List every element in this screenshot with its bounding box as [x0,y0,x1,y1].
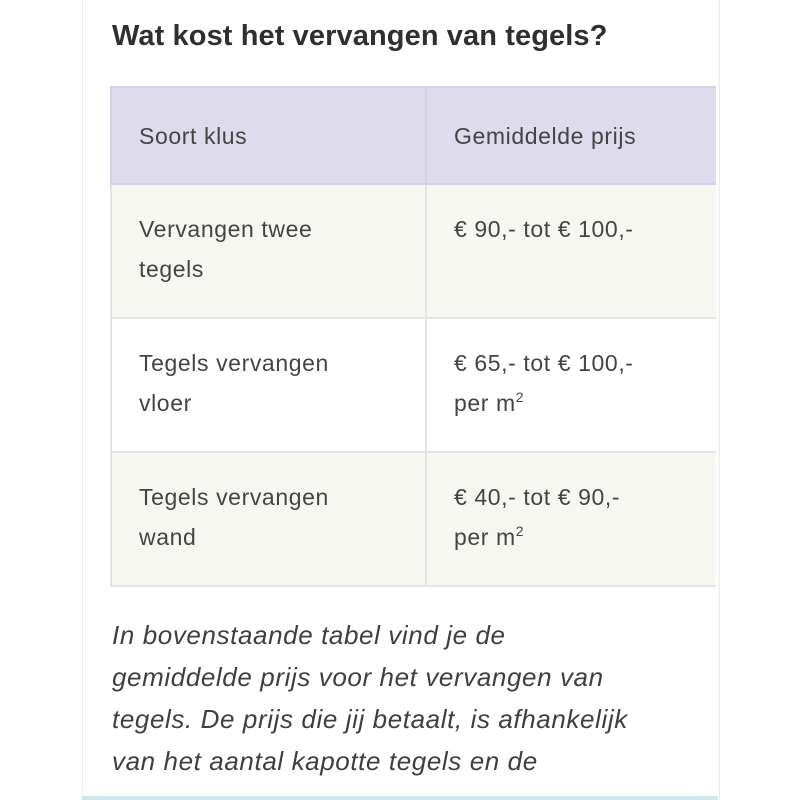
price-range-text: € 90,- tot € 100,- [454,216,634,242]
price-cell [426,452,716,586]
price-unit-text: per m [454,524,516,550]
paragraph-line: gemiddelde prijs voor het vervangen van [112,662,604,692]
bottom-divider [82,796,718,800]
column-header-average-price: Gemiddelde prijs [426,87,716,184]
price-range-text: € 65,- tot € 100,- [454,350,634,376]
job-type-text: wand [139,524,197,550]
job-type-cell [111,184,426,318]
paragraph-line: In bovenstaande tabel vind je de [112,620,506,650]
job-type-text: tegels [139,256,204,282]
price-cell [426,318,716,452]
price-unit-text: per m [454,390,516,416]
intro-paragraph-container [82,600,718,800]
section-heading: Wat kost het vervangen van tegels? [112,20,608,52]
table-row [111,184,716,318]
unit-exponent: 2 [515,389,525,405]
unit-exponent: 2 [515,523,525,539]
job-type-text: Tegels vervangen [139,484,329,510]
column-header-job-type: Soort klus [111,87,426,184]
job-type-text: vloer [139,390,192,416]
price-range-text: € 40,- tot € 90,- [454,484,621,510]
table-row [111,318,716,452]
price-table [110,86,716,587]
table-header-row [111,87,716,184]
price-unit [454,517,716,557]
paragraph-line: van het aantal kapotte tegels en de [112,746,538,776]
job-type-text: Tegels vervangen [139,350,329,376]
paragraph-line: tegels. De prijs die jij betaalt, is afhankelijk [112,704,628,734]
price-unit [454,383,716,423]
job-type-text: Vervangen twee [139,216,313,242]
intro-paragraph [112,614,718,782]
table-row [111,452,716,586]
job-type-cell [111,452,426,586]
job-type-cell [111,318,426,452]
price-table-scroll-container[interactable] [110,86,716,588]
price-cell [426,184,716,318]
